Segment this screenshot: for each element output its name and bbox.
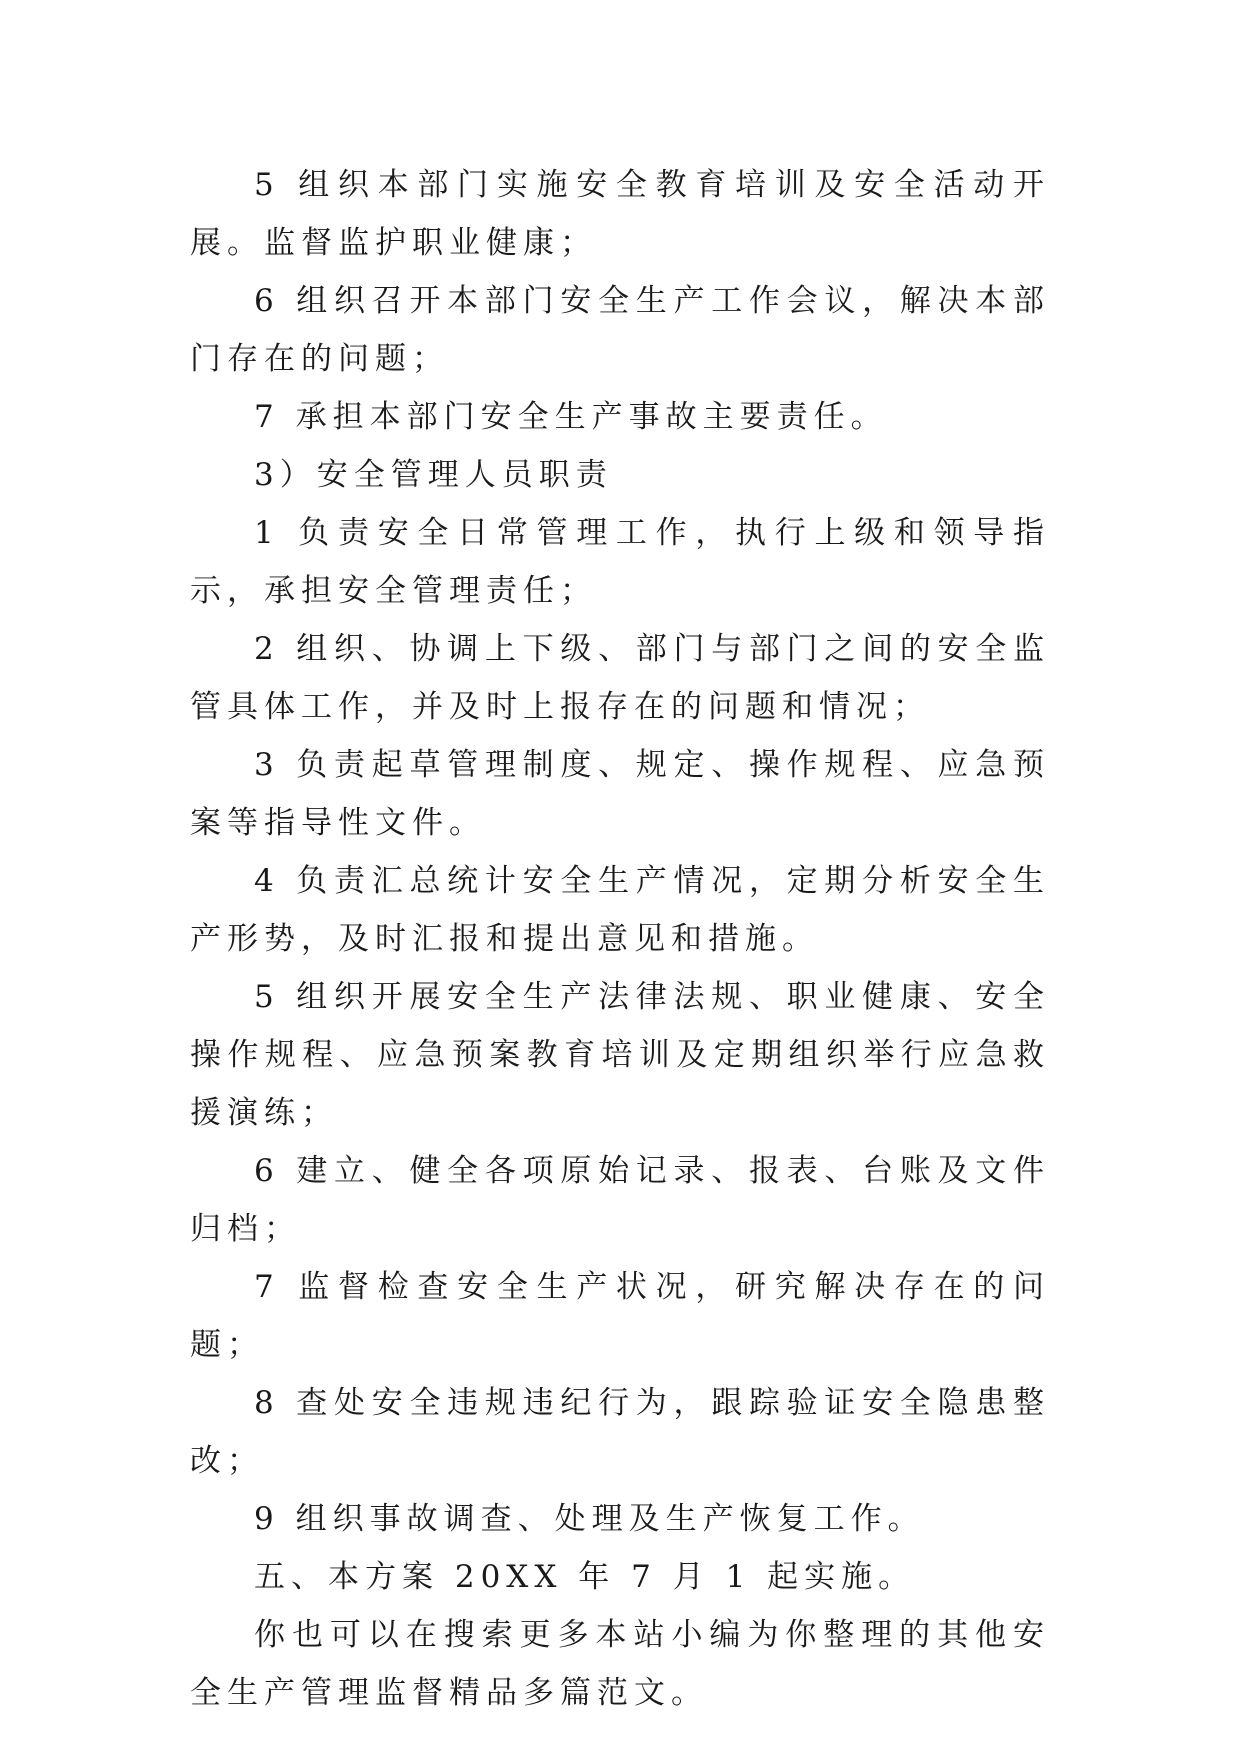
paragraph-duty-item-9: 9 组织事故调查、处理及生产恢复工作。 <box>254 1501 925 1537</box>
section-heading-safety-manager-duties: 3）安全管理人员职责 <box>254 457 613 493</box>
paragraph-duty-item-1: 1 负责安全日常管理工作，执行上级和领导指示，承担安全管理责任； <box>190 515 1050 609</box>
document-body <box>190 156 1050 1722</box>
section-five-effective-date: 五、本方案 20XX 年 7 月 1 起实施。 <box>254 1559 916 1595</box>
paragraph-dept-item-7: 7 承担本部门安全生产事故主要责任。 <box>254 399 888 435</box>
paragraph-duty-item-4: 4 负责汇总统计安全生产情况，定期分析安全生产形势，及时汇报和提出意见和措施。 <box>190 863 1050 957</box>
paragraph-dept-item-5: 5 组织本部门实施安全教育培训及安全活动开展。监督监护职业健康； <box>190 167 1050 261</box>
paragraph-duty-item-7: 7 监督检查安全生产状况，研究解决存在的问题； <box>190 1269 1050 1363</box>
paragraph-dept-item-6: 6 组织召开本部门安全生产工作会议，解决本部门存在的问题； <box>190 283 1050 377</box>
paragraph-closing-note: 你也可以在搜索更多本站小编为你整理的其他安全生产管理监督精品多篇范文。 <box>190 1617 1050 1711</box>
paragraph-duty-item-3: 3 负责起草管理制度、规定、操作规程、应急预案等指导性文件。 <box>190 747 1050 841</box>
paragraph-duty-item-2: 2 组织、协调上下级、部门与部门之间的安全监管具体工作，并及时上报存在的问题和情况； <box>190 631 1050 725</box>
paragraph-duty-item-5: 5 组织开展安全生产法律法规、职业健康、安全操作规程、应急预案教育培训及定期组织举行应急救援演练； <box>190 979 1050 1131</box>
paragraph-duty-item-8: 8 查处安全违规违纪行为，跟踪验证安全隐患整改； <box>190 1385 1050 1479</box>
paragraph-duty-item-6: 6 建立、健全各项原始记录、报表、台账及文件归档； <box>190 1153 1050 1247</box>
